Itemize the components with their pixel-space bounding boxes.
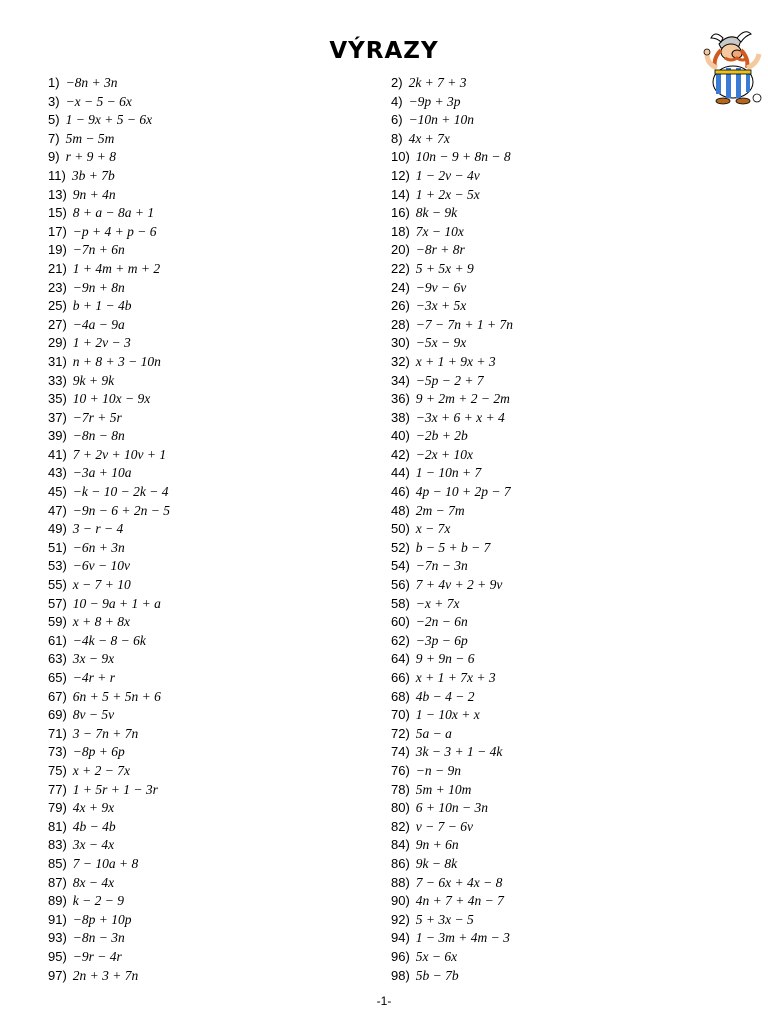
exercise-item (391, 967, 513, 986)
exercise-number: 24) (391, 279, 410, 295)
exercise-expression: −2n − 6n (415, 614, 468, 630)
exercise-expression: −3a + 10a (72, 465, 132, 481)
exercise-expression: −7 − 7n + 1 + 7n (415, 316, 513, 332)
exercise-expression: x + 2 − 7x (72, 762, 131, 778)
exercise-expression: 4n + 7 + 4n − 7 (415, 893, 504, 909)
exercise-item (48, 650, 170, 669)
exercise-expression: 7 − 6x + 4x − 8 (415, 874, 503, 890)
exercise-item (48, 372, 170, 391)
exercise-expression: −2b + 2b (415, 428, 468, 444)
exercise-expression: −8r + 8r (415, 242, 465, 258)
exercise-expression: 7x − 10x (415, 223, 464, 239)
exercise-item (48, 167, 170, 186)
exercise-expression: 5 + 3x − 5 (415, 911, 474, 927)
exercise-expression: −10n + 10n (408, 112, 475, 128)
exercise-expression: −n − 9n (415, 762, 462, 778)
exercise-expression: −9n − 6 + 2n − 5 (72, 502, 170, 518)
exercise-expression: −x + 7x (415, 595, 460, 611)
exercise-item (391, 595, 513, 614)
exercise-expression: −8n + 3n (65, 75, 118, 90)
exercise-number: 96) (391, 948, 410, 964)
exercise-item (48, 762, 170, 781)
exercise-item (48, 130, 170, 149)
exercise-expression: 6n + 5 + 5n + 6 (72, 688, 161, 704)
exercise-item (391, 353, 513, 372)
exercise-item (48, 409, 170, 428)
exercise-number: 32) (391, 353, 410, 369)
exercise-item (48, 390, 170, 409)
exercise-expression: 7 − 10a + 8 (72, 855, 139, 871)
exercise-expression: n + 8 + 3 − 10n (72, 353, 161, 369)
exercise-expression: −8n − 3n (72, 930, 125, 946)
exercise-item (391, 464, 513, 483)
exercise-item (48, 223, 170, 242)
exercise-number: 46) (391, 484, 410, 500)
exercise-item (48, 725, 170, 744)
exercise-number: 43) (48, 465, 67, 481)
exercise-number: 16) (391, 205, 410, 221)
exercise-expression: 5 + 5x + 9 (415, 260, 474, 276)
exercise-number: 65) (48, 670, 67, 685)
exercise-number: 72) (391, 725, 410, 741)
exercise-expression: x + 1 + 9x + 3 (415, 353, 496, 369)
exercise-expression: −4r + r (72, 670, 116, 685)
exercise-item (391, 855, 513, 874)
exercise-item (48, 279, 170, 298)
exercise-list-right (391, 74, 513, 985)
exercise-expression: 8x − 4x (72, 874, 115, 890)
exercise-number: 89) (48, 893, 67, 909)
exercise-item (391, 223, 513, 242)
exercise-number: 7) (48, 130, 60, 146)
exercise-number: 28) (391, 316, 410, 332)
exercise-number: 59) (48, 614, 67, 630)
exercise-item (391, 781, 513, 800)
exercise-expression: 5b − 7b (415, 967, 459, 983)
exercise-expression: 5x − 6x (415, 948, 458, 964)
exercise-number: 4) (391, 93, 403, 109)
exercise-expression: 3 − 7n + 7n (72, 725, 139, 741)
exercise-number: 11) (48, 167, 66, 183)
exercise-item (48, 743, 170, 762)
exercise-expression: 9n + 4n (72, 186, 116, 202)
exercise-expression: 7 + 4v + 2 + 9v (415, 577, 503, 593)
exercise-item (391, 799, 513, 818)
exercise-expression: −7n + 6n (72, 242, 125, 258)
exercise-number: 22) (391, 260, 410, 276)
exercise-expression: 3 − r − 4 (72, 521, 124, 537)
exercise-expression: 3x − 4x (72, 837, 115, 853)
exercise-number: 93) (48, 930, 67, 946)
exercise-item (391, 372, 513, 391)
exercise-expression: −6n + 3n (72, 539, 125, 555)
exercise-number: 74) (391, 744, 410, 760)
exercise-item (391, 632, 513, 651)
exercise-item (391, 911, 513, 930)
exercise-expression: −7n − 3n (415, 558, 468, 574)
exercise-item (391, 186, 513, 205)
exercise-item (48, 706, 170, 725)
exercise-item (48, 539, 170, 558)
exercise-number: 52) (391, 539, 410, 555)
exercise-item (48, 111, 170, 130)
exercise-item (391, 725, 513, 744)
exercise-number: 30) (391, 335, 410, 351)
exercise-expression: −5x − 9x (415, 335, 467, 351)
exercise-number: 34) (391, 372, 410, 388)
exercise-number: 80) (391, 800, 410, 816)
exercise-number: 40) (391, 428, 410, 444)
exercise-expression: 8 + a − 8a + 1 (72, 205, 155, 221)
exercise-expression: −4a − 9a (72, 316, 125, 332)
exercise-number: 14) (391, 186, 410, 202)
exercise-number: 42) (391, 446, 410, 462)
exercise-number: 56) (391, 577, 410, 593)
exercise-expression: x − 7x (415, 521, 451, 537)
exercise-number: 10) (391, 149, 410, 165)
exercise-item (48, 892, 170, 911)
exercise-item (391, 706, 513, 725)
exercise-number: 84) (391, 837, 410, 853)
exercise-expression: 1 + 2x − 5x (415, 186, 480, 202)
exercise-item (391, 948, 513, 967)
exercise-item (391, 539, 513, 558)
exercise-expression: −x − 5 − 6x (65, 93, 132, 109)
exercise-number: 38) (391, 409, 410, 425)
exercise-item (48, 948, 170, 967)
exercise-expression: −p + 4 + p − 6 (72, 223, 157, 239)
exercise-item (391, 669, 513, 688)
exercise-item (48, 74, 170, 93)
exercise-item (391, 446, 513, 465)
exercise-number: 77) (48, 781, 67, 797)
exercise-number: 81) (48, 818, 67, 834)
exercise-number: 73) (48, 744, 67, 760)
exercise-item (48, 93, 170, 112)
exercise-item (48, 260, 170, 279)
exercise-number: 98) (391, 967, 410, 983)
exercise-expression: 1 + 2v − 3 (72, 335, 131, 351)
exercise-item (391, 483, 513, 502)
exercise-item (391, 650, 513, 669)
exercise-number: 17) (48, 223, 67, 239)
exercise-expression: −2x + 10x (415, 446, 474, 462)
exercise-number: 91) (48, 911, 67, 927)
exercise-item (48, 241, 170, 260)
exercise-number: 55) (48, 577, 67, 593)
exercise-item (48, 464, 170, 483)
exercise-item (48, 818, 170, 837)
exercise-number: 85) (48, 855, 67, 871)
exercise-number: 79) (48, 800, 67, 816)
exercise-number: 63) (48, 651, 67, 667)
exercise-expression: 6 + 10n − 3n (415, 800, 489, 816)
exercise-expression: 3k − 3 + 1 − 4k (415, 744, 503, 760)
exercise-expression: 9n + 6n (415, 837, 459, 853)
exercise-expression: 7 + 2v + 10v + 1 (72, 446, 167, 462)
exercise-number: 97) (48, 967, 67, 983)
exercise-expression: −9v − 6v (415, 279, 467, 295)
exercise-number: 49) (48, 521, 67, 537)
exercise-number: 37) (48, 409, 67, 425)
exercise-expression: 1 − 3m + 4m − 3 (415, 930, 510, 946)
exercise-number: 6) (391, 112, 403, 128)
exercise-item (391, 520, 513, 539)
exercise-item (391, 334, 513, 353)
exercise-number: 23) (48, 279, 67, 295)
exercise-expression: 5m + 10m (415, 781, 472, 797)
exercise-number: 54) (391, 558, 410, 574)
exercise-expression: 1 − 9x + 5 − 6x (65, 112, 153, 128)
exercise-item (48, 483, 170, 502)
exercise-expression: 8v − 5v (72, 707, 115, 723)
exercise-number: 53) (48, 558, 67, 574)
exercise-item (48, 576, 170, 595)
exercise-item (48, 148, 170, 167)
exercise-item (391, 316, 513, 335)
exercise-number: 60) (391, 614, 410, 630)
exercise-number: 78) (391, 781, 410, 797)
exercise-item (391, 111, 513, 130)
exercise-item (48, 446, 170, 465)
exercise-item (48, 520, 170, 539)
exercise-item (48, 557, 170, 576)
exercise-number: 87) (48, 874, 67, 890)
exercise-expression: b + 1 − 4b (72, 298, 132, 314)
exercise-item (48, 874, 170, 893)
exercise-item (391, 241, 513, 260)
exercise-number: 19) (48, 242, 67, 258)
exercise-item (391, 557, 513, 576)
exercise-item (391, 167, 513, 186)
exercise-item (391, 743, 513, 762)
exercise-expression: b − 5 + b − 7 (415, 539, 491, 555)
exercise-item (48, 929, 170, 948)
exercise-number: 44) (391, 465, 410, 481)
exercise-expression: 4x + 7x (408, 130, 450, 146)
exercise-expression: −9p + 3p (408, 93, 461, 109)
exercise-number: 68) (391, 688, 410, 704)
exercise-number: 18) (391, 223, 410, 239)
exercise-expression: 9k − 8k (415, 855, 458, 871)
exercise-item (391, 427, 513, 446)
exercise-number: 1) (48, 75, 60, 90)
exercise-number: 50) (391, 521, 410, 537)
exercise-expression: −6v − 10v (72, 558, 131, 574)
exercise-expression: 1 − 10x + x (415, 707, 480, 723)
exercise-expression: −8p + 6p (72, 744, 125, 760)
exercise-expression: 5a − a (415, 725, 452, 741)
exercise-number: 71) (48, 725, 67, 741)
exercise-item (391, 502, 513, 521)
exercise-number: 8) (391, 130, 403, 146)
exercise-number: 26) (391, 298, 410, 314)
exercise-number: 48) (391, 502, 410, 518)
exercise-expression: −4k − 8 − 6k (72, 632, 146, 648)
exercise-number: 57) (48, 595, 67, 611)
exercise-expression: x − 7 + 10 (72, 577, 131, 593)
exercise-number: 61) (48, 632, 67, 648)
exercise-expression: 1 − 10n + 7 (415, 465, 482, 481)
exercise-item (391, 892, 513, 911)
exercise-list-left (48, 74, 170, 985)
exercise-item (48, 186, 170, 205)
exercise-number: 35) (48, 391, 67, 407)
exercise-number: 9) (48, 149, 60, 165)
exercise-number: 12) (391, 167, 410, 183)
exercise-expression: 8k − 9k (415, 205, 458, 221)
exercise-number: 13) (48, 186, 67, 202)
exercise-number: 15) (48, 205, 67, 221)
exercise-item (48, 688, 170, 707)
exercise-expression: 10n − 9 + 8n − 8 (415, 149, 511, 165)
exercise-expression: −9r − 4r (72, 948, 122, 964)
exercise-item (391, 297, 513, 316)
exercise-number: 41) (48, 446, 67, 462)
exercise-item (48, 204, 170, 223)
exercise-expression: v − 7 − 6v (415, 818, 474, 834)
exercise-expression: 4b − 4b (72, 818, 116, 834)
exercise-expression: 10 − 9a + 1 + a (72, 595, 161, 611)
exercise-item (48, 967, 170, 986)
exercise-item (48, 855, 170, 874)
exercise-expression: 3x − 9x (72, 651, 115, 667)
exercise-expression: 9 + 9n − 6 (415, 651, 475, 667)
exercise-number: 83) (48, 837, 67, 853)
exercise-expression: 1 − 2v − 4v (415, 167, 480, 183)
obelix-cartoon-icon (703, 28, 763, 108)
exercise-number: 27) (48, 316, 67, 332)
exercise-expression: 10 + 10x − 9x (72, 391, 151, 407)
exercise-number: 64) (391, 651, 410, 667)
exercise-number: 82) (391, 818, 410, 834)
exercise-number: 36) (391, 391, 410, 407)
exercise-item (48, 353, 170, 372)
exercise-item (48, 595, 170, 614)
exercise-expression: −5p − 2 + 7 (415, 372, 484, 388)
exercise-item (391, 818, 513, 837)
exercise-item (391, 204, 513, 223)
exercise-expression: 9 + 2m + 2 − 2m (415, 391, 510, 407)
exercise-number: 3) (48, 93, 60, 109)
exercise-item (391, 688, 513, 707)
exercise-number: 69) (48, 707, 67, 723)
exercise-expression: r + 9 + 8 (65, 149, 117, 165)
exercise-expression: −k − 10 − 2k − 4 (72, 484, 169, 500)
exercise-number: 45) (48, 484, 67, 500)
exercise-item (391, 929, 513, 948)
exercise-item (391, 93, 513, 112)
exercise-item (391, 260, 513, 279)
exercise-item (391, 74, 513, 93)
exercise-item (391, 762, 513, 781)
exercise-item (391, 279, 513, 298)
exercise-expression: k − 2 − 9 (72, 893, 125, 909)
exercise-item (391, 130, 513, 149)
exercise-expression: −8p + 10p (72, 911, 132, 927)
exercise-item (48, 613, 170, 632)
exercise-item (48, 836, 170, 855)
exercise-item (391, 390, 513, 409)
exercise-item (48, 427, 170, 446)
exercise-number: 2) (391, 75, 403, 90)
exercise-number: 76) (391, 762, 410, 778)
exercise-expression: −7r + 5r (72, 409, 122, 425)
exercise-expression: x + 8 + 8x (72, 614, 131, 630)
exercise-number: 20) (391, 242, 410, 258)
page-number: -1- (376, 994, 392, 1008)
exercise-expression: 3b + 7b (71, 167, 115, 183)
exercise-item (391, 836, 513, 855)
exercise-item (48, 911, 170, 930)
exercise-item (391, 576, 513, 595)
exercise-number: 5) (48, 112, 60, 128)
exercise-number: 29) (48, 335, 67, 351)
exercise-item (48, 781, 170, 800)
exercise-expression: x + 1 + 7x + 3 (415, 670, 496, 685)
exercise-item (48, 502, 170, 521)
exercise-expression: 4b − 4 − 2 (415, 688, 475, 704)
exercise-number: 67) (48, 688, 67, 704)
exercise-item (48, 669, 170, 688)
exercise-number: 86) (391, 855, 410, 871)
exercise-item (391, 148, 513, 167)
exercise-number: 62) (391, 632, 410, 648)
exercise-number: 21) (48, 260, 67, 276)
exercise-number: 51) (48, 539, 67, 555)
exercise-number: 25) (48, 298, 67, 314)
exercise-number: 90) (391, 893, 410, 909)
exercise-number: 31) (48, 353, 67, 369)
exercise-expression: −8n − 8n (72, 428, 125, 444)
page-title: VÝRAZY (329, 38, 439, 64)
exercise-expression: 1 + 4m + m + 2 (72, 260, 161, 276)
exercise-item (391, 874, 513, 893)
exercise-expression: −3x + 5x (415, 298, 467, 314)
exercise-number: 94) (391, 930, 410, 946)
exercise-number: 39) (48, 428, 67, 444)
exercise-item (391, 409, 513, 428)
exercise-item (48, 632, 170, 651)
exercise-number: 70) (391, 707, 410, 723)
exercise-expression: −3x + 6 + x + 4 (415, 409, 505, 425)
exercise-item (48, 316, 170, 335)
exercise-item (48, 799, 170, 818)
exercise-item (391, 613, 513, 632)
exercise-expression: 2n + 3 + 7n (72, 967, 139, 983)
exercise-number: 47) (48, 502, 67, 518)
exercise-number: 92) (391, 911, 410, 927)
exercise-item (48, 334, 170, 353)
exercise-expression: 5m − 5m (65, 130, 115, 146)
exercise-number: 95) (48, 948, 67, 964)
exercise-expression: 1 + 5r + 1 − 3r (72, 781, 158, 797)
exercise-expression: 2k + 7 + 3 (408, 75, 467, 90)
exercise-expression: 2m − 7m (415, 502, 465, 518)
exercise-expression: 4x + 9x (72, 800, 115, 816)
exercise-number: 66) (391, 670, 410, 685)
exercise-number: 75) (48, 762, 67, 778)
exercise-number: 88) (391, 874, 410, 890)
exercise-number: 58) (391, 595, 410, 611)
exercise-number: 33) (48, 372, 67, 388)
exercise-expression: −9n + 8n (72, 279, 125, 295)
exercise-expression: 9k + 9k (72, 372, 115, 388)
exercise-item (48, 297, 170, 316)
exercise-expression: −3p − 6p (415, 632, 468, 648)
exercise-expression: 4p − 10 + 2p − 7 (415, 484, 511, 500)
